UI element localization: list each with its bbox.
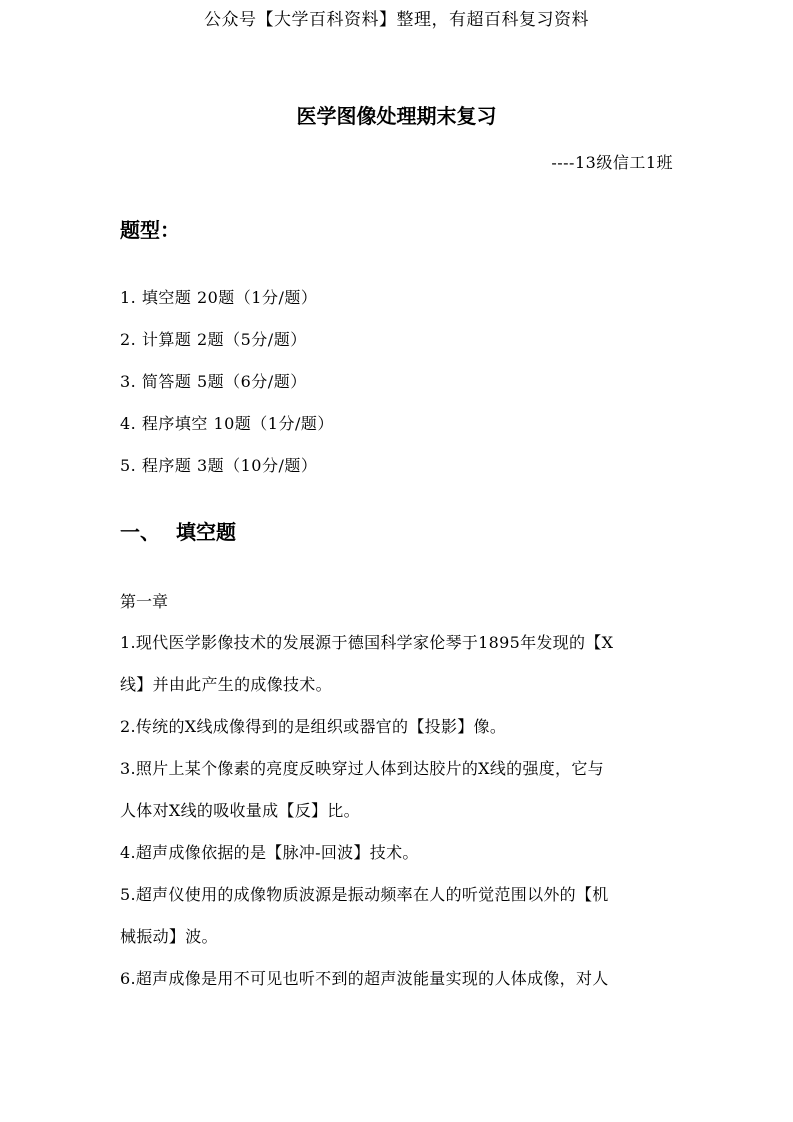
document-title: 医学图像处理期末复习	[296, 104, 497, 128]
question-type-item: 2. 计算题 2题（5分/题）	[120, 330, 307, 349]
question-line: 4.超声成像依据的是【脉冲-回波】技术。	[120, 843, 419, 862]
question-list	[120, 631, 676, 1009]
question-type-item: 1. 填空题 20题（1分/题）	[120, 288, 318, 307]
question-line: 线】并由此产生的成像技术。	[120, 675, 332, 694]
question-type-item: 3. 简答题 5题（6分/题）	[120, 372, 307, 391]
question-line: 械振动】波。	[120, 927, 218, 946]
question-type-item: 5. 程序题 3题（10分/题）	[120, 456, 318, 475]
section-heading-fill-in	[120, 518, 236, 546]
question-line: 1.现代医学影像技术的发展源于德国科学家伦琴于1895年发现的【X	[120, 633, 614, 652]
question-line: 6.超声成像是用不可见也听不到的超声波能量实现的人体成像，对人	[120, 969, 609, 988]
header-note: 公众号【大学百科资料】整理，有超百科复习资料	[204, 10, 589, 30]
question-type-item: 4. 程序填空 10题（1分/题）	[120, 414, 334, 433]
byline: ----13级信工1班	[551, 153, 673, 172]
question-types-list	[120, 286, 334, 496]
section-number: 一、	[120, 520, 160, 544]
question-line: 2.传统的X线成像得到的是组织或器官的【投影】像。	[120, 717, 507, 736]
question-line: 人体对X线的吸收量成【反】比。	[120, 801, 360, 820]
question-line: 3.照片上某个像素的亮度反映穿过人体到达胶片的X线的强度，它与	[120, 759, 604, 778]
question-types-heading: 题型：	[120, 218, 180, 242]
question-line: 5.超声仪使用的成像物质波源是振动频率在人的听觉范围以外的【机	[120, 885, 609, 904]
chapter-label: 第一章	[120, 592, 169, 611]
section-name: 填空题	[176, 520, 236, 544]
